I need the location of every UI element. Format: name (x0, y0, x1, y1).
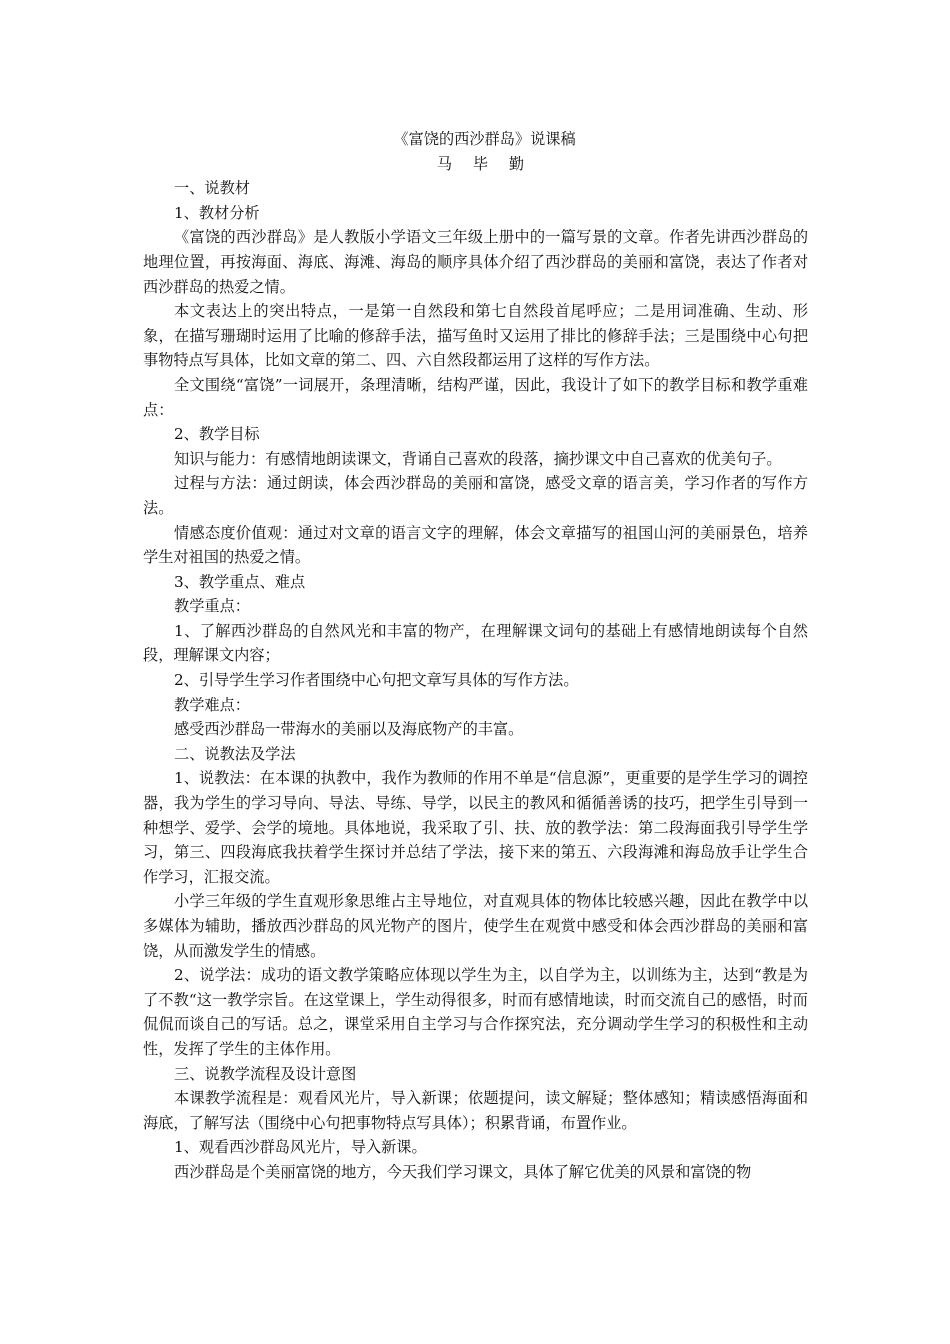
paragraph: 知识与能力：有感情地朗读课文，背诵自己喜欢的段落，摘抄课文中自己喜欢的优美句子。 (174, 449, 782, 468)
paragraph: 本文表达上的突出特点，一是第一自然段和第七自然段首尾呼应；二是用词准确、生动、形象，在描写珊瑚时运用了比喻的修辞手法，描写鱼时又运用了排比的修辞手法；三是围绕中心句把事物特点写具体，比如文章的第二、四、六自然段都运用了这样的写作方法。 (143, 302, 808, 370)
heading-textbook: 一、说教材 (174, 179, 250, 198)
label-key-points: 教学重点： (174, 597, 250, 616)
paragraph: 西沙群岛是个美丽富饶的地方，今天我们学习课文，具体了解它优美的风景和富饶的物 (174, 1162, 752, 1181)
paragraph: 小学三年级的学生直观形象思维占主导地位，对直观具体的物体比较感兴趣，因此在教学中以多媒体为辅助，播放西沙群岛的风光物产的图片，使学生在观赏中感受和体会西沙群岛的美丽和富饶，从而激发学生的情感。 (143, 892, 808, 960)
heading-methods: 二、说教法及学法 (174, 744, 296, 763)
document-page (143, 127, 808, 1185)
paragraph: 情感态度价值观：通过对文章的语言文字的理解，体会文章描写的祖国山河的美丽景色，培养学生对祖国的热爱之情。 (143, 523, 808, 567)
paragraph: 本课教学流程是：观看风光片，导入新课；依题提问，读文解疑；整体感知；精读感悟海面和海底，了解写法（围绕中心句把事物特点写具体）；积累背诵，布置作业。 (143, 1089, 808, 1132)
label-difficult-points: 教学难点： (174, 695, 250, 714)
paragraph: 1、说教法：在本课的执教中，我作为教师的作用不单是“信息源”，更重要的是学生学习的调控器，我为学生的学习导向、导法、导练、导学，以民主的教风和循循善诱的技巧，把学生引导到一种想学、爱学、会学的境地。具体地说，我采取了引、扶、放的教学法：第二段海面我引导学生学习，第三、四段海底我扶着学生探讨并总结了学法，接下来的第五、六段海滩和海岛放手让学生合作学习，汇报交流。 (143, 769, 808, 886)
paragraph: 感受西沙群岛一带海水的美丽以及海底物产的丰富。 (174, 720, 524, 739)
paragraph: 过程与方法：通过朗读，体会西沙群岛的美丽和富饶，感受文章的语言美，学习作者的写作方法。 (143, 474, 808, 517)
paragraph: 2、说学法：成功的语文教学策略应体现以学生为主，以自学为主，以训练为主，达到“教是为了不教“这一教学宗旨。在这堂课上，学生动得很多，时而有感情地读，时而交流自己的感悟，时而侃侃而谈自己的写话。总之，课堂采用自主学习与合作探究法，充分调动学生学习的积极性和主动性，发挥了学生的主体作用。 (143, 966, 808, 1058)
paragraph: 全文围绕“富饶”一词展开，条理清晰，结构严谨，因此，我设计了如下的教学目标和教学重难点： (143, 375, 808, 419)
document-author: 马 毕 勤 (436, 154, 533, 173)
paragraph: 《富饶的西沙群岛》是人教版小学语文三年级上册中的一篇写景的文章。作者先讲西沙群岛的地理位置，再按海面、海底、海滩、海岛的顺序具体介绍了西沙群岛的美丽和富饶，表达了作者对西沙群岛的热爱之情。 (143, 228, 808, 296)
subheading-textbook-analysis: 1、教材分析 (174, 203, 260, 222)
heading-teaching-flow: 三、说教学流程及设计意图 (174, 1064, 357, 1083)
subheading-teaching-goals: 2、教学目标 (174, 425, 260, 444)
paragraph: 2、引导学生学习作者围绕中心句把文章写具体的写作方法。 (174, 671, 579, 690)
paragraph: 1、了解西沙群岛的自然风光和丰富的物产，在理解课文词句的基础上有感情地朗读每个自然段，理解课文内容； (143, 621, 808, 665)
subheading-key-difficult-points: 3、教学重点、难点 (174, 572, 306, 591)
paragraph: 1、观看西沙群岛风光片，导入新课。 (174, 1138, 427, 1157)
document-title: 《富饶的西沙群岛》说课稿 (393, 130, 576, 148)
